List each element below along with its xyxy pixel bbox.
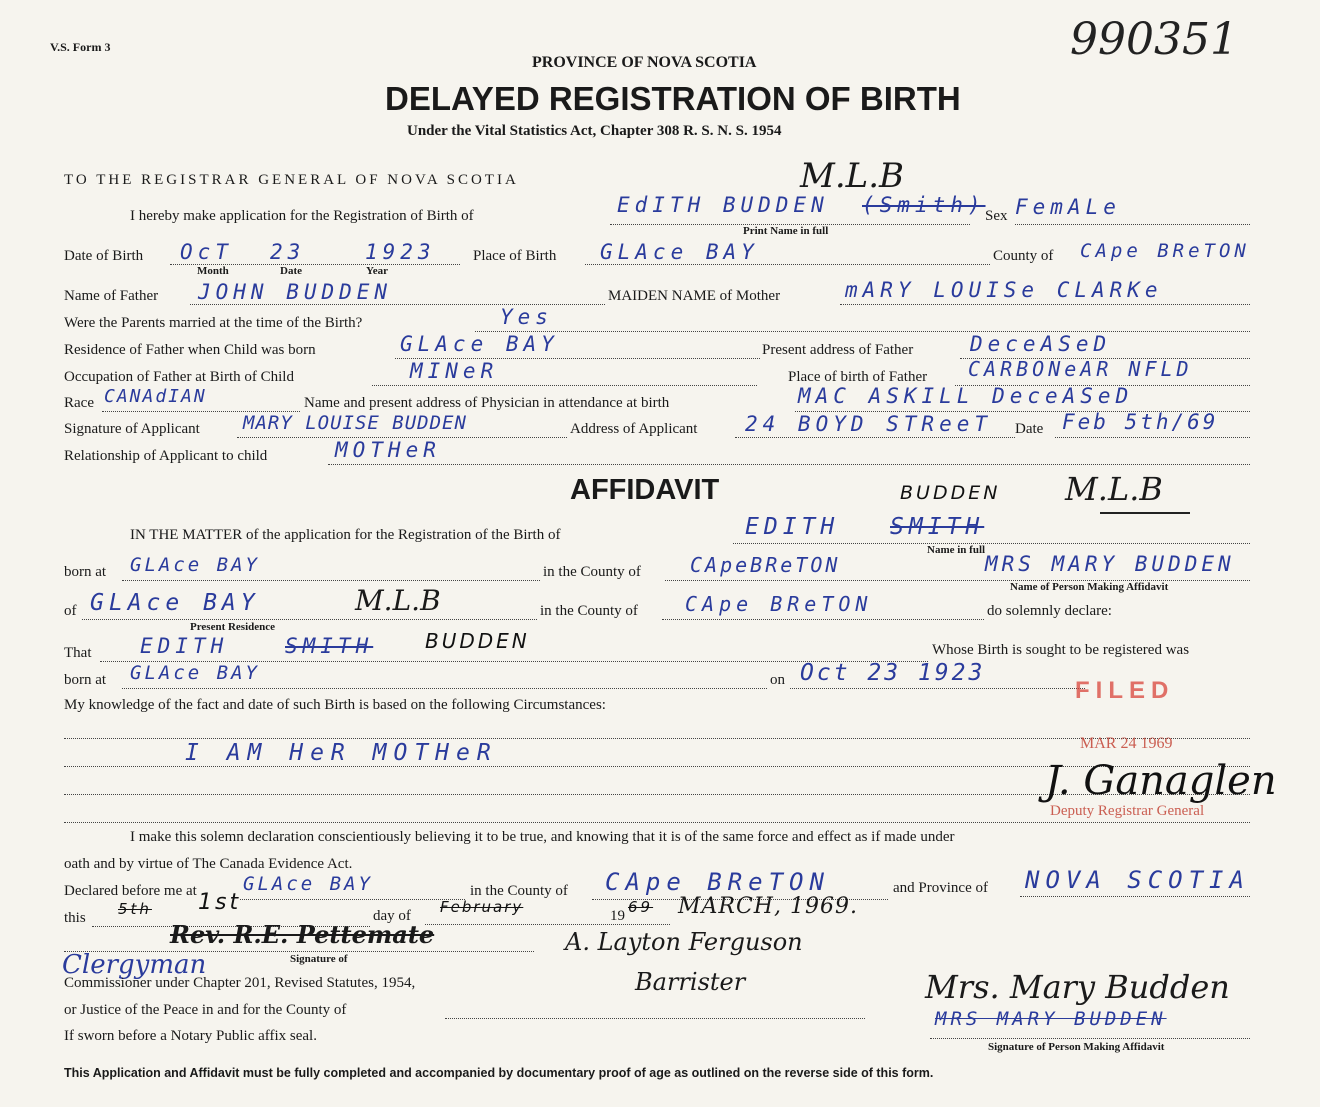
child-name: EdITH BUDDEN — [617, 193, 829, 217]
filed-date-stamp: MAR 24 1969 — [1080, 735, 1173, 752]
occupation-label: Occupation of Father at Birth of Child — [64, 369, 294, 385]
born-at-value-2: GLAce BAY — [130, 662, 260, 684]
sig-applicant-value: MARY LOUISE BUDDEN — [243, 412, 467, 434]
county3-label: in the County of — [470, 883, 568, 899]
born-at-value: GLAce BAY — [130, 554, 260, 576]
born-at-label-2: born at — [64, 672, 107, 688]
province-value: NOVA SCOTIA — [1025, 866, 1250, 894]
married-value: Yes — [500, 305, 553, 329]
province-heading: PROVINCE OF NOVA SCOTIA — [532, 54, 757, 71]
month-written: MARCH, 1969. — [678, 894, 858, 919]
commissioner-struck-signature: Rev. R.E. Pettemate — [170, 920, 435, 949]
on-date-value: Oct 23 1923 — [800, 660, 986, 686]
initials-underline — [1100, 512, 1190, 514]
act-subtitle: Under the Vital Statistics Act, Chapter 308 R. S. N. S. 1954 — [407, 123, 782, 139]
matter-name: EDITH — [745, 514, 840, 540]
addr-applicant-value: 24 BOYD STReeT — [745, 412, 993, 436]
month-caption: Month — [197, 265, 229, 277]
knowledge-text: My knowledge of the fact and date of such Birth is based on the following Circumstances: — [64, 697, 606, 713]
physician-label: Name and present address of Physician in attendance at birth — [304, 395, 670, 411]
born-at-label: born at — [64, 564, 107, 580]
present-residence-caption: Present Residence — [190, 621, 276, 633]
mother-label: MAIDEN NAME of Mother — [608, 288, 781, 304]
solemn-text-2: oath and by virtue of The Canada Evidence Act. — [64, 856, 353, 872]
print-name-caption: Print Name in full — [743, 225, 829, 237]
sig-applicant-label: Signature of Applicant — [64, 421, 200, 437]
residence-value: GLAce BAY — [400, 332, 559, 356]
day-of-label: day of — [373, 908, 411, 924]
affidavit-surname-note: BUDDEN — [900, 482, 1001, 504]
form-number: V.S. Form 3 — [50, 40, 111, 54]
circumstance-value: I AM HeR MOTHeR — [185, 740, 498, 766]
commissioner-text: Commissioner under Chapter 201, Revised Statutes, 1954, — [64, 975, 416, 991]
declared-at-value: GLAce BAY — [243, 873, 373, 895]
residence-initials: M.L.B — [355, 584, 441, 617]
signature-of-caption: Signature of — [290, 953, 348, 965]
notary-text: If sworn before a Notary Public affix seal. — [64, 1028, 317, 1044]
dob-day: 23 — [270, 240, 306, 264]
affidavit-title: AFFIDAVIT — [570, 474, 720, 506]
race-label: Race — [64, 395, 94, 411]
that-surname: BUDDEN — [425, 629, 530, 653]
that-name-struck: SMITH — [285, 634, 374, 658]
to-registrar-line: TO THE REGISTRAR GENERAL OF NOVA SCOTIA — [64, 172, 519, 188]
father-label: Name of Father — [64, 288, 159, 304]
form-title: DELAYED REGISTRATION OF BIRTH — [385, 80, 961, 117]
initials-mlb: M.L.B — [800, 156, 904, 196]
child-name-struck: (Smith) — [862, 193, 986, 217]
of-label: of — [64, 603, 77, 619]
sex-label: Sex — [985, 208, 1008, 224]
physician-value: MAC ASKILL DeceASeD — [798, 384, 1134, 408]
matter-name-struck: SMITH — [890, 514, 985, 540]
declare-label: do solemnly declare: — [987, 603, 1112, 619]
witness-title: Barrister — [635, 968, 746, 996]
this-label: this — [64, 910, 86, 926]
whose-birth-text: Whose Birth is sought to be registered was — [932, 642, 1190, 658]
father-birthplace-label: Place of birth of Father — [788, 369, 928, 385]
race-value: CANAdIAN — [104, 386, 207, 407]
father-value: JOHN BUDDEN — [198, 280, 393, 304]
solemn-text-1: I make this solemn declaration conscientiously believing it to be true, and knowing that it is of the same force and effect as if made under — [130, 829, 955, 845]
married-label: Were the Parents married at the time of the Birth? — [64, 315, 363, 331]
dob-month: OcT — [180, 240, 233, 264]
date-caption: Date — [280, 265, 302, 277]
relationship-value: MOTHeR — [335, 438, 441, 462]
affidavit-initials: M.L.B — [1065, 470, 1163, 508]
that-name: EDITH — [140, 634, 229, 658]
sex-value: FemALe — [1015, 195, 1121, 219]
clergyman-note: Clergyman — [62, 950, 207, 980]
affiant-signature-caption: Signature of Person Making Affidavit — [988, 1041, 1165, 1053]
present-address-label: Present address of Father — [762, 342, 914, 358]
county-value-2: CApe BReTON — [685, 592, 873, 616]
mother-value: mARY LOUISe CLARKe — [845, 278, 1163, 302]
relationship-label: Relationship of Applicant to child — [64, 448, 268, 464]
year-prefix: 19 — [610, 908, 625, 924]
date-label: Date — [1015, 421, 1044, 437]
place-value: GLAce BAY — [600, 240, 759, 264]
dob-year: 1923 — [365, 240, 436, 264]
witness-signature: A. Layton Ferguson — [565, 928, 803, 956]
year-struck: 69 — [628, 898, 654, 916]
residence-value-2: GLAce BAY — [90, 590, 260, 616]
present-address-value: DeceASeD — [970, 332, 1112, 356]
day-value: 1st — [198, 890, 242, 915]
year-caption: Year — [366, 265, 388, 277]
day-struck: 5th — [118, 900, 152, 918]
addr-applicant-label: Address of Applicant — [570, 421, 698, 437]
registrar-signature: J. Ganaglen — [1045, 758, 1277, 804]
affiant-caption: Name of Person Making Affidavit — [1010, 581, 1169, 593]
county-value-1: CApeBReTON — [690, 553, 841, 577]
dob-label: Date of Birth — [64, 248, 144, 264]
declared-label: Declared before me at — [64, 883, 197, 899]
name-in-full-caption: Name in full — [927, 544, 986, 556]
affiant-name: MRS MARY BUDDEN — [985, 552, 1235, 576]
justice-text: or Justice of the Peace in and for the County of — [64, 1002, 347, 1018]
on-label: on — [770, 672, 785, 688]
affiant-signature-print: MRS MARY BUDDEN — [935, 1008, 1167, 1030]
matter-text: IN THE MATTER of the application for the Registration of the Birth of — [130, 527, 561, 543]
place-label: Place of Birth — [473, 248, 557, 264]
month-struck: February — [440, 898, 524, 916]
residence-label: Residence of Father when Child was born — [64, 342, 316, 358]
county-label: County of — [993, 248, 1054, 264]
that-label: That — [64, 645, 92, 661]
in-county-label-2: in the County of — [540, 603, 638, 619]
deputy-registrar-stamp: Deputy Registrar General — [1050, 803, 1205, 819]
date-value: Feb 5th/69 — [1062, 410, 1219, 434]
county-value: CApe BReTON — [1080, 240, 1250, 262]
in-county-label: in the County of — [543, 564, 641, 580]
occupation-value: MINeR — [410, 359, 499, 383]
handwritten-file-number: 990351 — [1070, 14, 1238, 65]
province-label: and Province of — [893, 880, 988, 896]
affiant-signature: Mrs. Mary Budden — [925, 968, 1230, 1006]
intro-text: I hereby make application for the Registration of Birth of — [130, 208, 474, 224]
footer-note: This Application and Affidavit must be fully completed and accompanied by documentary proof of age as outlined on the reverse side of this form. — [64, 1066, 934, 1080]
father-birthplace-value: CARBONeAR NFLD — [968, 357, 1193, 381]
county3-value: CApe BReTON — [605, 868, 830, 896]
filed-stamp: FILED — [1075, 677, 1175, 704]
